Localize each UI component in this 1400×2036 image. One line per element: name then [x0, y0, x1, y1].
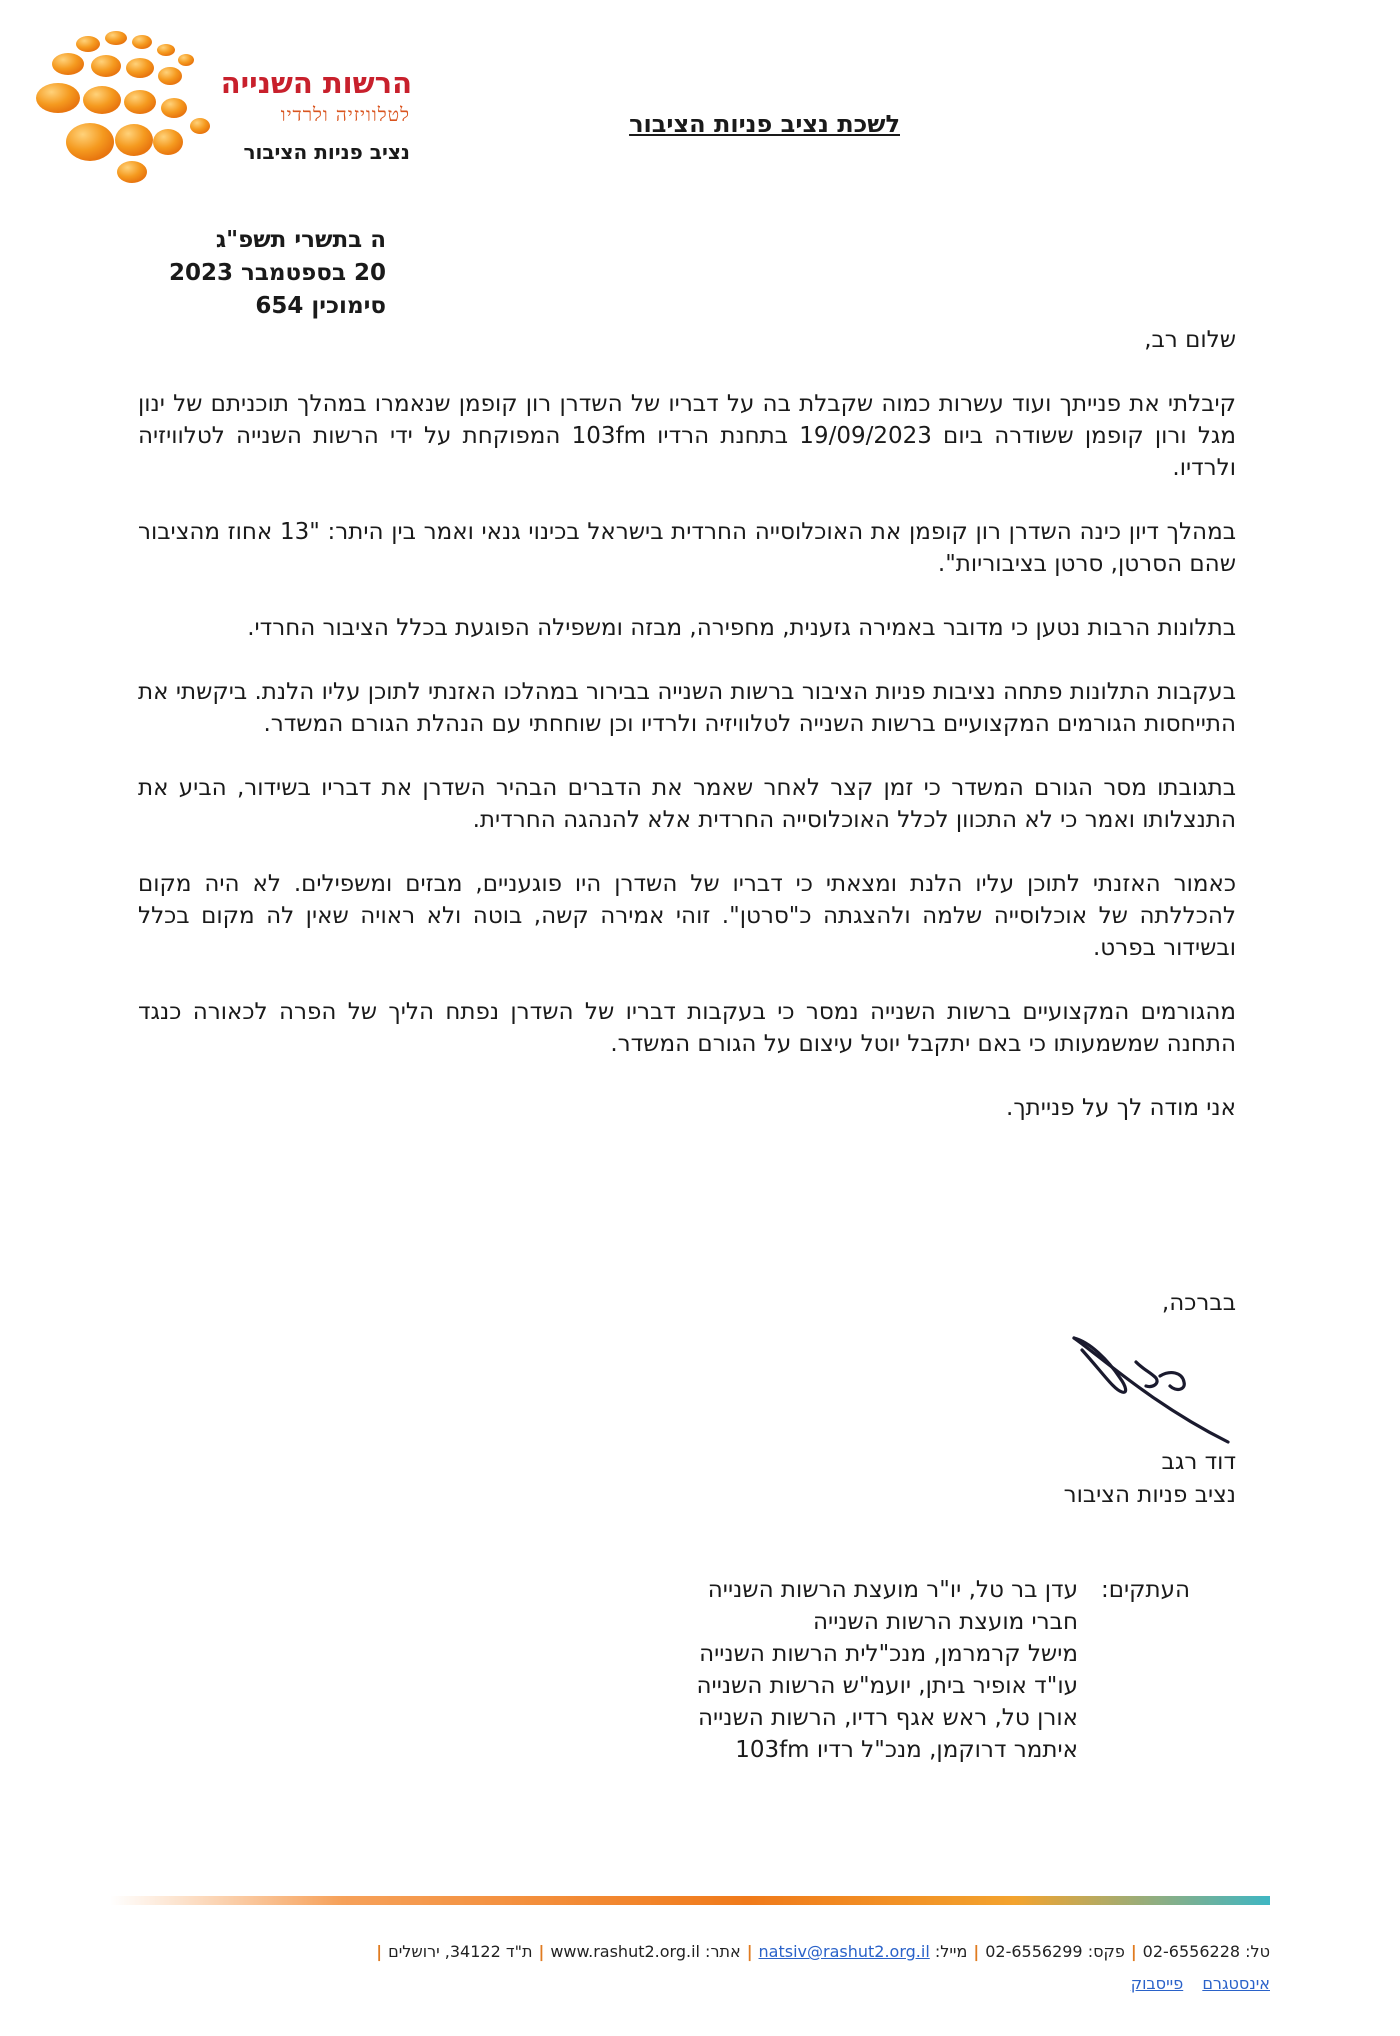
paragraph-7: מהגורמים המקצועיים ברשות השנייה נמסר כי בעקבות דבריו של השדרן נפתח הליך של הפרה לכאורה כנגד התחנה שמשמעותו כי באם יתקבל יוטל עיצום על הגורם המשדר.: [138, 999, 1236, 1057]
gregorian-date: 20 בספטמבר 2023: [169, 260, 386, 286]
hebrew-date: ה בתשרי תשפ"ג: [215, 227, 386, 253]
cc-recipient: עו"ד אופיר ביתן, יועמ"ש הרשות השנייה: [696, 1673, 1078, 1699]
cc-recipient: אורן טל, ראש אגף רדיו, הרשות השנייה: [697, 1705, 1078, 1731]
footer-separator: |: [1130, 1942, 1137, 1961]
signer-name: דוד רגב: [1161, 1449, 1236, 1475]
footer-social-links: [900, 1974, 1270, 1993]
handwritten-signature: [1060, 1320, 1240, 1450]
footer-separator: |: [538, 1942, 545, 1961]
greeting: שלום רב,: [1144, 327, 1236, 353]
signer-block: [900, 1446, 1236, 1512]
footer-fax: פקס: 02-6556299: [985, 1942, 1125, 1961]
paragraph-2: במהלך דיון כינה השדרן רון קופמן את האוכלוסייה החרדית בישראל בכינוי גנאי ואמר בין היתר: "13 אחוז מהציבור שהם הסרטן, סרטן בציבוריות".: [138, 519, 1237, 577]
paragraph-8: אני מודה לך על פנייתך.: [1006, 1095, 1236, 1121]
footer-separator: |: [746, 1942, 753, 1961]
closing-salutation: בברכה,: [1161, 1290, 1236, 1316]
footer-separator: |: [973, 1942, 980, 1961]
footer-color-bar: [110, 1896, 1270, 1905]
footer-separator: |: [376, 1942, 383, 1961]
paragraph-4: בעקבות התלונות פתחה נציבות פניות הציבור ברשות השנייה בבירור במהלכו האזנתי לתוכן עליו הלנת. ביקשתי את התייחסות הגורמים המקצועיים ברשות השנייה לטלוויזיה ולרדיו וכן שוחחתי עם הנהלת הגורם המשדר.: [138, 679, 1236, 737]
facebook-link[interactable]: פייסבוק: [1130, 1974, 1184, 1993]
cc-label: העתקים:: [1100, 1577, 1190, 1603]
logo-organization-name: הרשות השנייה: [220, 66, 412, 100]
cc-recipient: איתמר דרוקמן, מנכ"ל רדיו 103fm: [735, 1737, 1078, 1763]
paragraph-3: בתלונות הרבות נטען כי מדובר באמירה גזענית, מחפירה, מבזה ומשפילה הפוגעת בכלל הציבור החרדי.: [247, 615, 1236, 641]
footer-contact-line: [270, 1942, 1270, 1961]
cc-recipient: מישל קרמרמן, מנכ"לית הרשות השנייה: [699, 1641, 1078, 1667]
paragraph-5: בתגובתו מסר הגורם המשדר כי זמן קצר לאחר שאמר את הדברים הבהיר השדרן את דבריו בשידור, הביע את התנצלותו ואמר כי לא התכוון לכלל האוכלוסייה החרדית אלא להנהגה החרדית.: [138, 775, 1236, 833]
signer-title: נציב פניות הציבור: [1063, 1482, 1236, 1508]
instagram-link[interactable]: אינסטגרם: [1202, 1974, 1270, 1993]
footer-address: ת"ד 34122, ירושלים: [388, 1942, 533, 1961]
reference-number: סימוכין 654: [255, 293, 386, 319]
page-title: לשכת נציב פניות הציבור: [629, 110, 900, 138]
organization-logo: [28, 16, 428, 186]
footer-mail-label: מייל:: [934, 1942, 968, 1961]
cc-list: [578, 1574, 1078, 1766]
paragraph-1: קיבלתי את פנייתך ועוד עשרות כמוה שקבלת בה על דבריו של השדרן רון קופמן שנאמרו במהלך תוכניתם של ינון מגל ורון קופמן ששודרה ביום 19/09/2023 בתחנת הרדיו 103fm המפוקחת על ידי הרשות השנייה לטלוויזיה ולרדיו.: [138, 391, 1236, 481]
paragraph-6: כאמור האזנתי לתוכן עליו הלנת ומצאתי כי דבריו של השדרן היו פוגעניים, מבזים ומשפילים. לא היה מקום להכללתה של אוכלוסייה שלמה ולהצגתה כ"סרטן". זוהי אמירה קשה, בוטה ולא ראויה שאין לה מקום בכלל ובשידור בפרט.: [138, 871, 1236, 961]
logo-tagline: לטלוויזיה ולרדיו: [280, 104, 410, 126]
date-block: [136, 224, 386, 323]
footer-phone: טל: 02-6556228: [1142, 1942, 1270, 1961]
footer-website[interactable]: אתר: www.rashut2.org.il: [550, 1942, 741, 1961]
cc-recipient: עדן בר טל, יו"ר מועצת הרשות השנייה: [707, 1577, 1078, 1603]
letter-body: [138, 324, 1236, 1156]
footer-email-link[interactable]: natsiv@rashut2.org.il: [758, 1942, 930, 1961]
logo-unit-name: נציב פניות הציבור: [243, 140, 410, 164]
cc-recipient: חברי מועצת הרשות השנייה: [813, 1609, 1078, 1635]
